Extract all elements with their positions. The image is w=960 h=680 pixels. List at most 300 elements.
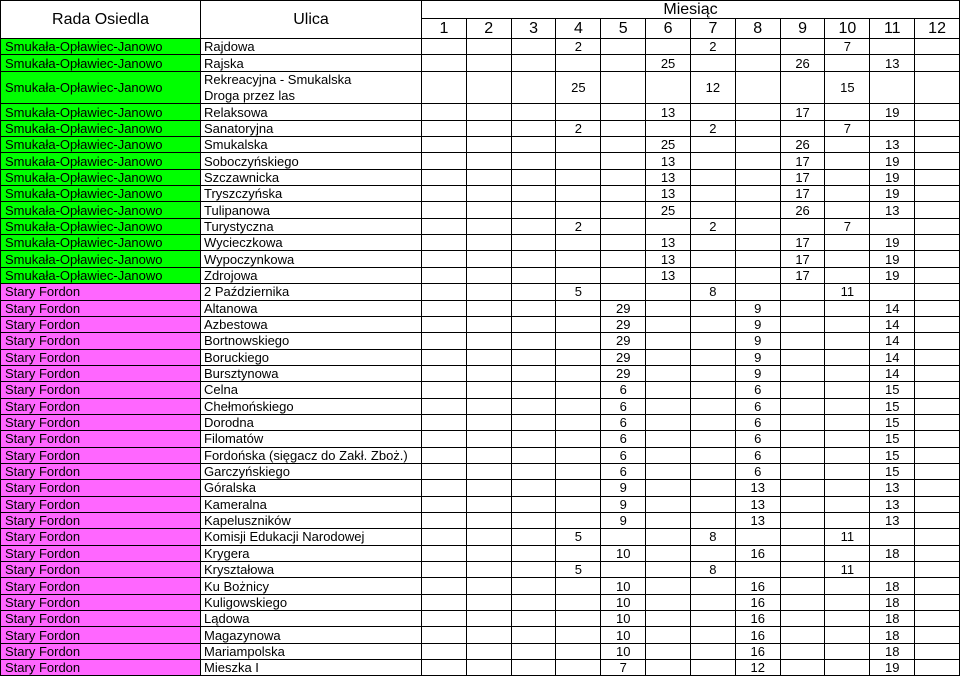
header-month-number: 11	[870, 19, 915, 39]
month-8-cell: 9	[736, 350, 781, 366]
month-12-cell	[915, 235, 960, 251]
month-10-cell	[825, 660, 870, 676]
table-row	[1, 497, 960, 513]
month-2-cell	[467, 72, 512, 105]
table-row	[1, 562, 960, 578]
street-cell: Altanowa	[201, 301, 422, 317]
month-5-cell: 29	[601, 366, 646, 382]
month-6-cell: 13	[646, 251, 691, 267]
month-10-cell	[825, 611, 870, 627]
month-11-cell: 14	[870, 350, 915, 366]
month-2-cell	[467, 660, 512, 676]
month-5-cell	[601, 55, 646, 71]
month-5-cell	[601, 562, 646, 578]
month-11-cell: 14	[870, 301, 915, 317]
month-8-cell: 16	[736, 546, 781, 562]
month-9-cell: 17	[781, 235, 826, 251]
month-5-cell	[601, 170, 646, 186]
month-5-cell: 10	[601, 595, 646, 611]
month-6-cell	[646, 301, 691, 317]
month-8-cell	[736, 219, 781, 235]
month-1-cell	[422, 415, 467, 431]
month-4-cell	[556, 382, 601, 398]
month-9-cell	[781, 415, 826, 431]
month-9-cell	[781, 333, 826, 349]
month-6-cell	[646, 529, 691, 545]
month-1-cell	[422, 72, 467, 105]
month-10-cell	[825, 448, 870, 464]
month-11-cell: 18	[870, 546, 915, 562]
month-3-cell	[512, 415, 557, 431]
month-5-cell: 10	[601, 578, 646, 594]
month-11-cell: 13	[870, 513, 915, 529]
month-11-cell	[870, 284, 915, 300]
month-12-cell	[915, 251, 960, 267]
month-9-cell	[781, 546, 826, 562]
month-12-cell	[915, 137, 960, 153]
table-row	[1, 104, 960, 120]
street-cell: Azbestowa	[201, 317, 422, 333]
month-11-cell	[870, 562, 915, 578]
street-cell: Kapeluszników	[201, 513, 422, 529]
month-11-cell: 19	[870, 251, 915, 267]
month-2-cell	[467, 137, 512, 153]
district-cell: Stary Fordon	[1, 399, 201, 415]
month-8-cell: 12	[736, 660, 781, 676]
month-12-cell	[915, 39, 960, 55]
month-5-cell: 6	[601, 382, 646, 398]
month-8-cell: 6	[736, 382, 781, 398]
month-9-cell	[781, 497, 826, 513]
month-7-cell	[691, 578, 736, 594]
month-5-cell: 7	[601, 660, 646, 676]
month-4-cell	[556, 399, 601, 415]
month-4-cell	[556, 251, 601, 267]
month-1-cell	[422, 153, 467, 169]
month-9-cell	[781, 382, 826, 398]
month-12-cell	[915, 121, 960, 137]
month-12-cell	[915, 595, 960, 611]
month-10-cell	[825, 301, 870, 317]
month-1-cell	[422, 284, 467, 300]
district-cell: Stary Fordon	[1, 578, 201, 594]
month-12-cell	[915, 611, 960, 627]
street-cell: Komisji Edukacji Narodowej	[201, 529, 422, 545]
street-name-line-1: Rekreacyjna - Smukalska	[204, 71, 352, 87]
month-2-cell	[467, 301, 512, 317]
street-cell: Kameralna	[201, 497, 422, 513]
month-10-cell	[825, 202, 870, 218]
table-row	[1, 529, 960, 545]
month-3-cell	[512, 480, 557, 496]
street-cell: Kryształowa	[201, 562, 422, 578]
month-7-cell: 2	[691, 219, 736, 235]
month-5-cell	[601, 219, 646, 235]
month-1-cell	[422, 627, 467, 643]
month-10-cell	[825, 415, 870, 431]
district-cell: Stary Fordon	[1, 301, 201, 317]
header-month-number: 2	[467, 19, 512, 39]
month-10-cell: 11	[825, 529, 870, 545]
month-8-cell: 16	[736, 611, 781, 627]
month-4-cell	[556, 480, 601, 496]
month-2-cell	[467, 415, 512, 431]
month-8-cell: 6	[736, 415, 781, 431]
month-7-cell	[691, 235, 736, 251]
month-9-cell: 17	[781, 186, 826, 202]
street-cell: Wypoczynkowa	[201, 251, 422, 267]
month-6-cell	[646, 578, 691, 594]
month-5-cell	[601, 284, 646, 300]
month-1-cell	[422, 202, 467, 218]
month-6-cell	[646, 660, 691, 676]
street-cell: Tulipanowa	[201, 202, 422, 218]
month-4-cell	[556, 366, 601, 382]
month-4-cell	[556, 202, 601, 218]
header-street: Ulica	[201, 1, 422, 39]
month-2-cell	[467, 611, 512, 627]
month-6-cell	[646, 399, 691, 415]
month-9-cell	[781, 39, 826, 55]
month-12-cell	[915, 366, 960, 382]
street-cell: Chełmońskiego	[201, 399, 422, 415]
month-11-cell: 19	[870, 153, 915, 169]
month-5-cell: 9	[601, 480, 646, 496]
table-body	[1, 39, 960, 676]
month-5-cell	[601, 153, 646, 169]
month-10-cell	[825, 317, 870, 333]
month-11-cell: 18	[870, 644, 915, 660]
header-month-number: 1	[422, 19, 467, 39]
month-3-cell	[512, 382, 557, 398]
month-4-cell	[556, 644, 601, 660]
table-header	[1, 1, 960, 39]
table-row	[1, 644, 960, 660]
month-12-cell	[915, 513, 960, 529]
month-5-cell	[601, 121, 646, 137]
district-cell: Smukała-Opławiec-Janowo	[1, 219, 201, 235]
district-cell: Smukała-Opławiec-Janowo	[1, 153, 201, 169]
month-1-cell	[422, 219, 467, 235]
month-9-cell	[781, 529, 826, 545]
month-7-cell	[691, 464, 736, 480]
month-7-cell	[691, 415, 736, 431]
month-8-cell	[736, 121, 781, 137]
month-6-cell	[646, 219, 691, 235]
street-cell: 2 Października	[201, 284, 422, 300]
month-2-cell	[467, 464, 512, 480]
district-cell: Smukała-Opławiec-Janowo	[1, 121, 201, 137]
table-row	[1, 480, 960, 496]
month-11-cell: 13	[870, 137, 915, 153]
month-3-cell	[512, 251, 557, 267]
month-10-cell	[825, 235, 870, 251]
header-month-number: 3	[512, 19, 557, 39]
month-9-cell	[781, 660, 826, 676]
street-cell: Fordońska (sięgacz do Zakł. Zboż.)	[201, 448, 422, 464]
month-1-cell	[422, 660, 467, 676]
month-9-cell	[781, 399, 826, 415]
month-11-cell	[870, 72, 915, 105]
month-4-cell	[556, 301, 601, 317]
month-8-cell	[736, 251, 781, 267]
table-row	[1, 121, 960, 137]
month-5-cell	[601, 104, 646, 120]
month-8-cell: 9	[736, 333, 781, 349]
month-9-cell: 17	[781, 251, 826, 267]
month-10-cell	[825, 578, 870, 594]
month-9-cell	[781, 562, 826, 578]
month-11-cell: 13	[870, 202, 915, 218]
month-10-cell	[825, 137, 870, 153]
month-4-cell: 2	[556, 121, 601, 137]
month-2-cell	[467, 186, 512, 202]
district-cell: Smukała-Opławiec-Janowo	[1, 268, 201, 284]
street-cell: Celna	[201, 382, 422, 398]
table-row	[1, 513, 960, 529]
month-5-cell: 9	[601, 497, 646, 513]
month-6-cell	[646, 644, 691, 660]
month-5-cell: 29	[601, 301, 646, 317]
month-6-cell: 25	[646, 202, 691, 218]
month-10-cell	[825, 627, 870, 643]
month-4-cell	[556, 611, 601, 627]
month-8-cell: 9	[736, 317, 781, 333]
month-7-cell	[691, 333, 736, 349]
month-9-cell	[781, 219, 826, 235]
month-12-cell	[915, 660, 960, 676]
month-10-cell	[825, 497, 870, 513]
month-2-cell	[467, 644, 512, 660]
month-8-cell	[736, 235, 781, 251]
month-2-cell	[467, 104, 512, 120]
month-2-cell	[467, 202, 512, 218]
month-7-cell	[691, 251, 736, 267]
month-8-cell: 13	[736, 513, 781, 529]
month-8-cell	[736, 137, 781, 153]
month-6-cell	[646, 448, 691, 464]
month-6-cell: 13	[646, 235, 691, 251]
month-9-cell	[781, 644, 826, 660]
month-6-cell	[646, 627, 691, 643]
month-3-cell	[512, 317, 557, 333]
month-2-cell	[467, 251, 512, 267]
month-2-cell	[467, 627, 512, 643]
month-2-cell	[467, 497, 512, 513]
month-7-cell	[691, 448, 736, 464]
month-7-cell: 8	[691, 562, 736, 578]
month-8-cell: 13	[736, 497, 781, 513]
month-6-cell	[646, 611, 691, 627]
month-2-cell	[467, 153, 512, 169]
month-1-cell	[422, 350, 467, 366]
month-3-cell	[512, 268, 557, 284]
month-4-cell	[556, 546, 601, 562]
month-2-cell	[467, 595, 512, 611]
month-9-cell	[781, 317, 826, 333]
month-5-cell: 29	[601, 350, 646, 366]
month-10-cell: 7	[825, 121, 870, 137]
month-4-cell	[556, 431, 601, 447]
month-4-cell	[556, 578, 601, 594]
month-3-cell	[512, 611, 557, 627]
month-7-cell	[691, 513, 736, 529]
month-8-cell: 6	[736, 464, 781, 480]
month-2-cell	[467, 333, 512, 349]
header-month-number: 7	[691, 19, 736, 39]
street-cell: Boruckiego	[201, 350, 422, 366]
month-1-cell	[422, 382, 467, 398]
month-11-cell: 15	[870, 382, 915, 398]
month-7-cell	[691, 350, 736, 366]
month-6-cell	[646, 382, 691, 398]
street-cell: Rajdowa	[201, 39, 422, 55]
district-cell: Smukała-Opławiec-Janowo	[1, 39, 201, 55]
month-3-cell	[512, 399, 557, 415]
street-cell: Dorodna	[201, 415, 422, 431]
district-cell: Stary Fordon	[1, 660, 201, 676]
month-4-cell	[556, 350, 601, 366]
month-10-cell	[825, 55, 870, 71]
month-3-cell	[512, 448, 557, 464]
month-11-cell: 13	[870, 480, 915, 496]
month-12-cell	[915, 431, 960, 447]
month-10-cell	[825, 644, 870, 660]
table-row	[1, 153, 960, 169]
month-12-cell	[915, 202, 960, 218]
month-8-cell: 9	[736, 301, 781, 317]
district-cell: Stary Fordon	[1, 366, 201, 382]
month-5-cell: 6	[601, 464, 646, 480]
month-9-cell	[781, 627, 826, 643]
district-cell: Stary Fordon	[1, 644, 201, 660]
street-cell: Kuligowskiego	[201, 595, 422, 611]
month-10-cell	[825, 104, 870, 120]
month-1-cell	[422, 448, 467, 464]
month-5-cell	[601, 137, 646, 153]
table-row	[1, 268, 960, 284]
month-5-cell	[601, 529, 646, 545]
month-7-cell	[691, 137, 736, 153]
month-3-cell	[512, 333, 557, 349]
month-12-cell	[915, 219, 960, 235]
month-9-cell: 17	[781, 268, 826, 284]
month-12-cell	[915, 268, 960, 284]
month-7-cell	[691, 202, 736, 218]
month-3-cell	[512, 202, 557, 218]
month-8-cell	[736, 55, 781, 71]
month-11-cell: 14	[870, 317, 915, 333]
month-1-cell	[422, 55, 467, 71]
month-9-cell: 17	[781, 104, 826, 120]
table-row	[1, 431, 960, 447]
month-7-cell	[691, 399, 736, 415]
month-9-cell	[781, 301, 826, 317]
month-4-cell	[556, 104, 601, 120]
month-7-cell	[691, 480, 736, 496]
month-1-cell	[422, 644, 467, 660]
month-5-cell	[601, 251, 646, 267]
street-cell: Lądowa	[201, 611, 422, 627]
month-11-cell: 14	[870, 333, 915, 349]
month-4-cell	[556, 153, 601, 169]
month-3-cell	[512, 55, 557, 71]
district-cell: Smukała-Opławiec-Janowo	[1, 170, 201, 186]
month-1-cell	[422, 464, 467, 480]
month-7-cell	[691, 660, 736, 676]
street-cell: Magazynowa	[201, 627, 422, 643]
month-10-cell	[825, 268, 870, 284]
month-5-cell: 29	[601, 333, 646, 349]
month-6-cell: 13	[646, 186, 691, 202]
month-5-cell: 10	[601, 546, 646, 562]
district-cell: Smukała-Opławiec-Janowo	[1, 202, 201, 218]
month-9-cell	[781, 72, 826, 105]
table-row	[1, 464, 960, 480]
month-6-cell: 13	[646, 268, 691, 284]
month-7-cell	[691, 431, 736, 447]
month-10-cell	[825, 251, 870, 267]
district-cell: Stary Fordon	[1, 382, 201, 398]
table-row	[1, 235, 960, 251]
district-cell: Smukała-Opławiec-Janowo	[1, 186, 201, 202]
month-3-cell	[512, 284, 557, 300]
month-7-cell	[691, 627, 736, 643]
month-6-cell: 25	[646, 137, 691, 153]
header-month-number: 12	[915, 19, 960, 39]
table-row	[1, 301, 960, 317]
month-3-cell	[512, 104, 557, 120]
month-11-cell: 18	[870, 595, 915, 611]
month-2-cell	[467, 546, 512, 562]
month-5-cell: 29	[601, 317, 646, 333]
month-10-cell: 11	[825, 284, 870, 300]
month-7-cell: 2	[691, 39, 736, 55]
month-9-cell	[781, 513, 826, 529]
month-1-cell	[422, 595, 467, 611]
header-month-number: 8	[736, 19, 781, 39]
street-cell: Szczawnicka	[201, 170, 422, 186]
month-2-cell	[467, 55, 512, 71]
month-4-cell	[556, 448, 601, 464]
street-cell: Garczyńskiego	[201, 464, 422, 480]
month-3-cell	[512, 235, 557, 251]
month-7-cell	[691, 611, 736, 627]
street-cell: Bursztynowa	[201, 366, 422, 382]
month-6-cell	[646, 333, 691, 349]
month-7-cell	[691, 55, 736, 71]
month-5-cell	[601, 235, 646, 251]
month-12-cell	[915, 627, 960, 643]
month-4-cell: 25	[556, 72, 601, 105]
month-6-cell	[646, 431, 691, 447]
month-5-cell	[601, 268, 646, 284]
month-5-cell	[601, 202, 646, 218]
month-3-cell	[512, 219, 557, 235]
district-cell: Stary Fordon	[1, 415, 201, 431]
month-10-cell: 7	[825, 219, 870, 235]
table-row	[1, 366, 960, 382]
table-row	[1, 611, 960, 627]
month-11-cell: 19	[870, 235, 915, 251]
month-11-cell: 15	[870, 399, 915, 415]
table-row	[1, 284, 960, 300]
street-name-line-2: Droga przez las	[204, 87, 296, 103]
table-row	[1, 170, 960, 186]
district-cell: Smukała-Opławiec-Janowo	[1, 235, 201, 251]
month-6-cell	[646, 72, 691, 105]
month-3-cell	[512, 39, 557, 55]
